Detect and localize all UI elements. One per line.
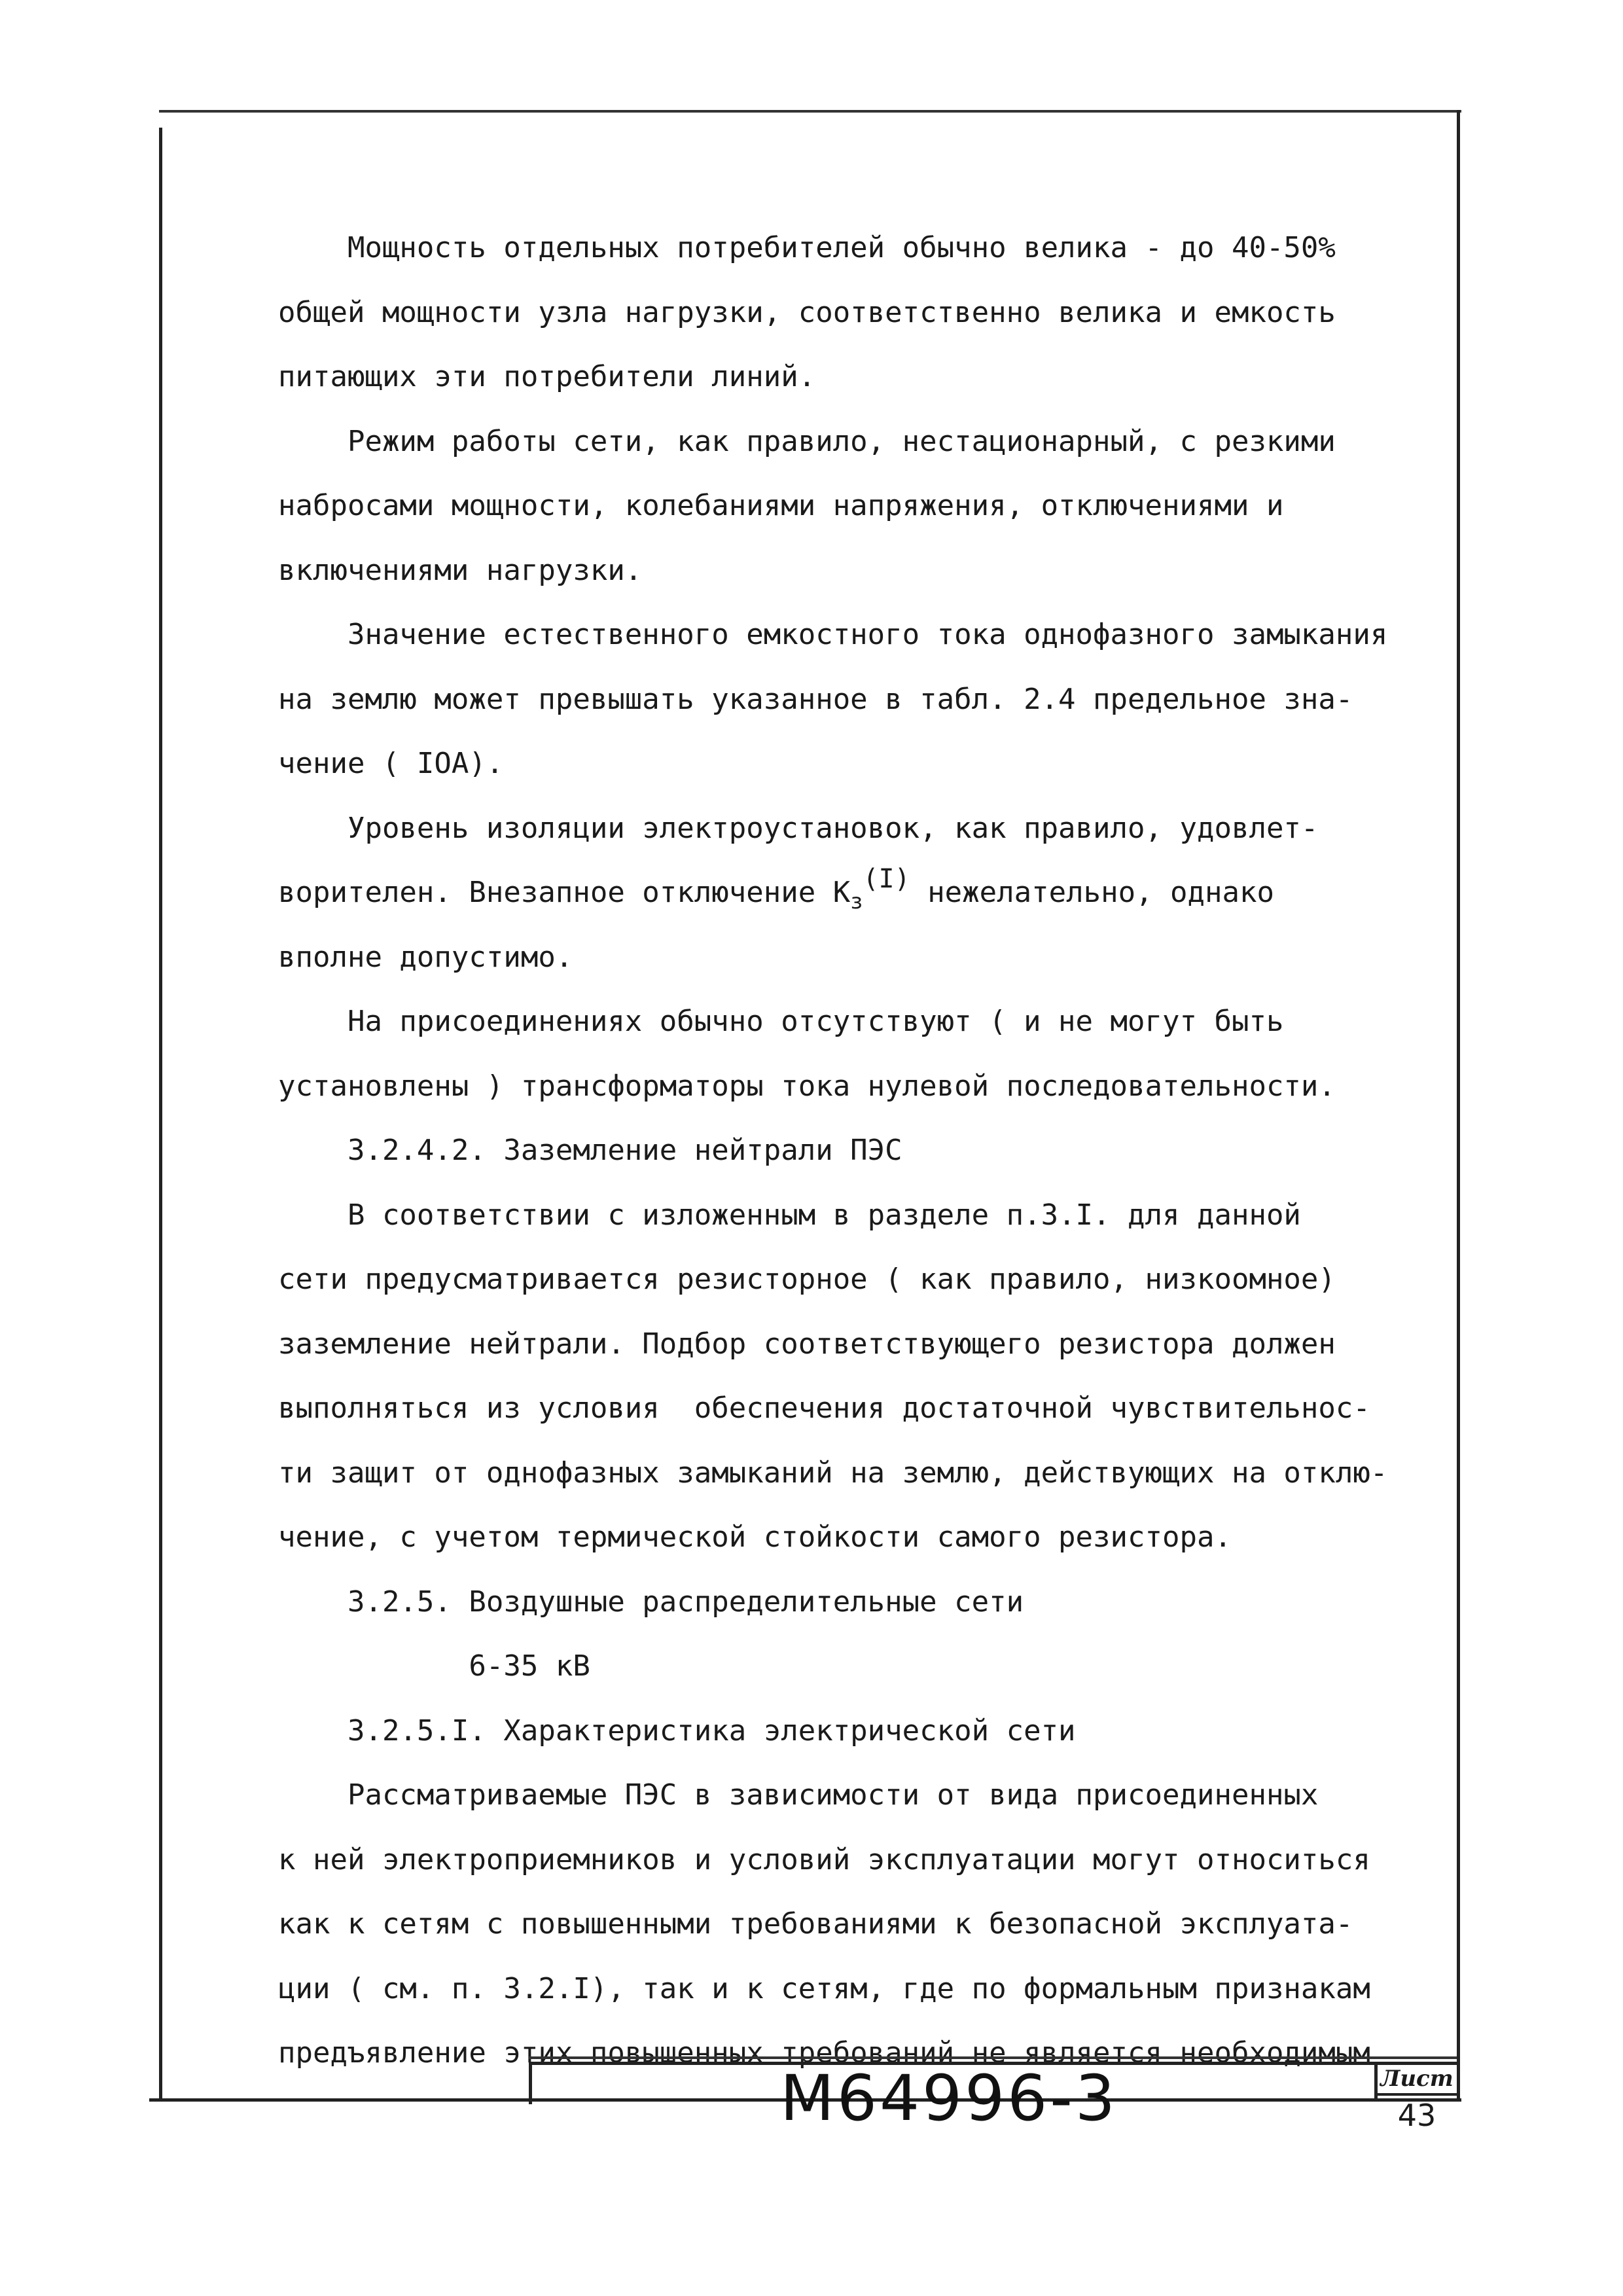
- text-line: как к сетям с повышенными требованиями к безопасной эксплуата-: [278, 1907, 1353, 1941]
- sheet-number: 43: [1397, 2098, 1436, 2133]
- text-line: выполняться из условия обеспечения достаточной чувствительнос-: [278, 1391, 1370, 1425]
- formula-superscript: (I): [863, 864, 910, 894]
- text-line: вполне допустимо.: [278, 940, 573, 974]
- text-line: набросами мощности, колебаниями напряжения, отключениями и: [278, 489, 1284, 522]
- text-line: общей мощности узла нагрузки, соответственно велика и емкость: [278, 295, 1336, 329]
- document-body: [278, 216, 1456, 2086]
- section-heading: 3.2.4.2. Заземление нейтрали ПЭС: [278, 1134, 902, 1167]
- formula-suffix: нежелательно, однако: [910, 876, 1274, 909]
- formula-prefix: ворителен. Внезапное отключение К: [278, 876, 851, 909]
- text-line: На присоединениях обычно отсутствуют ( и не могут быть: [278, 1005, 1284, 1038]
- sheet-label: Лист: [1377, 2064, 1457, 2096]
- text-line: Мощность отдельных потребителей обычно велика - до 40-50%: [278, 231, 1336, 264]
- text-line: включениями нагрузки.: [278, 553, 643, 587]
- document-code: М64996-3: [780, 2062, 1118, 2135]
- text-line: В соответствии с изложенным в разделе п.3.I. для данной: [278, 1198, 1301, 1232]
- text-line: сети предусматривается резисторное ( как правило, низкоомное): [278, 1263, 1336, 1296]
- text-line: Рассматриваемые ПЭС в зависимости от вида присоединенных: [278, 1778, 1319, 1812]
- text-line-formula: [278, 861, 1456, 925]
- section-heading: 3.2.5. Воздушные распределительные сети: [278, 1585, 1024, 1619]
- formula-subscript: з: [850, 889, 863, 914]
- section-heading: 6-35 кВ: [278, 1649, 590, 1683]
- frame-top-border: [159, 110, 1461, 113]
- text-line: на землю может превышать указанное в табл. 2.4 предельное зна-: [278, 682, 1353, 716]
- text-line: Уровень изоляции электроустановок, как правило, удовлет-: [278, 811, 1319, 845]
- text-line: чение, с учетом термической стойкости самого резистора.: [278, 1520, 1232, 1554]
- text-line: ции ( см. п. 3.2.I), так и к сетям, где по формальным признакам: [278, 1971, 1370, 2005]
- text-line: питающих эти потребители линий.: [278, 360, 816, 393]
- section-heading: 3.2.5.I. Характеристика электрической сети: [278, 1713, 1076, 1748]
- text-line: Значение естественного емкостного тока однофазного замыкания: [278, 618, 1388, 651]
- text-line: Режим работы сети, как правило, нестационарный, с резкими: [278, 424, 1336, 458]
- frame-right-border: [1457, 110, 1460, 2100]
- text-line: заземление нейтрали. Подбор соответствующего резистора должен: [278, 1327, 1336, 1361]
- text-line: чение ( IOA).: [278, 747, 504, 780]
- text-line: к ней электроприемников и условий эксплуатации могут относиться: [278, 1842, 1370, 1876]
- text-line: установлены ) трансформаторы тока нулевой последовательности.: [278, 1069, 1336, 1103]
- frame-left-border: [159, 128, 162, 2101]
- text-line: ти защит от однофазных замыканий на землю, действующих на отклю-: [278, 1456, 1388, 1490]
- text-line: предъявление этих повышенных требований не является необходимым: [278, 2036, 1370, 2070]
